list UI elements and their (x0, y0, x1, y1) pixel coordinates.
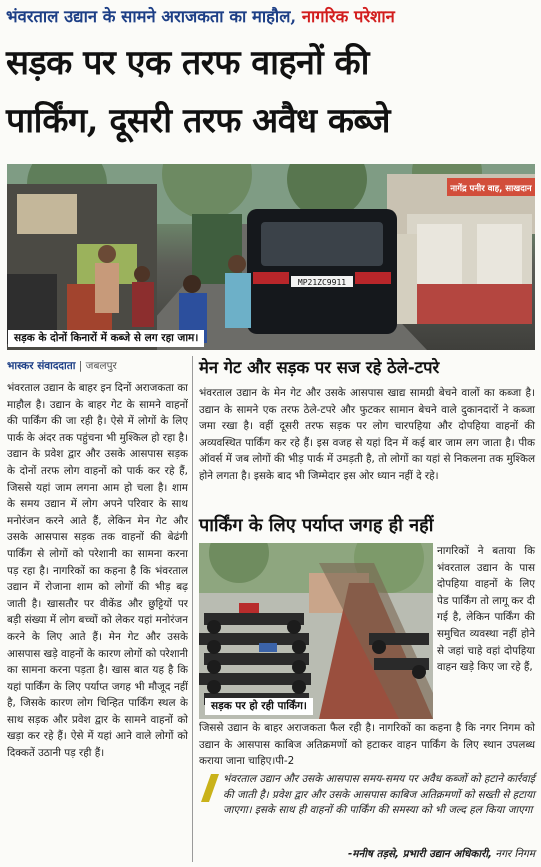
byline: भास्कर संवाददाता | जबलपुर (7, 360, 117, 372)
quote-org: नगर निगम (495, 848, 535, 860)
number-plate: MP21ZC9911 (297, 278, 347, 287)
byline-city: जबलपुर (85, 360, 117, 372)
subheading-parking: पार्किंग के लिए पर्याप्त जगह ही नहीं (199, 515, 434, 536)
parked-bikes-photo (199, 543, 433, 719)
quote-attribution (348, 846, 535, 862)
official-quote (201, 772, 535, 864)
headline-line-2: पार्किंग, दूसरी तरफ अवैध कब्जे (6, 101, 390, 141)
parking-continued-text: जिससे उद्यान के बाहर अराजकता फैल रही है। नागरिकों का कहना है कि नगर निगम को उद्यान के आसपास काबिज अतिक्रमणों को हटाकर वाहन पार्किंग के लिए स्थान उपलब्ध कराया जाना चाहिए।पी-2 (199, 722, 535, 768)
shop-sign-text: नागेंद्र पनीर वाह, साखदान (450, 184, 532, 194)
kicker-text: भंवरताल उद्यान के सामने अराजकता का माहौल, (6, 7, 297, 26)
quote-author: -मनीष तड़से, प्रभारी उद्यान अधिकारी, (347, 848, 492, 860)
quote-mark-icon (201, 774, 219, 802)
headline-line-1: सड़क पर एक तरफ वाहनों की (6, 43, 369, 83)
kicker-highlight: नागरिक परेशान (301, 7, 395, 26)
street-traffic-photo (7, 164, 535, 350)
subheading-stalls: मेन गेट और सड़क पर सज रहे ठेले-टपरे (199, 358, 440, 377)
headline (6, 34, 536, 150)
parking-side-text: नागरिकों ने बताया कि भंवरताल उद्यान के पास दोपहिया वाहनों के लिए पेड पार्किंग तो लागू कर दी गई है, लेकिन पार्किंग की समुचित व्यवस्था नहीं होने से जहां चाहे वहां दोपहिया वाहन खड़े किए जा रहे हैं, (437, 545, 535, 674)
quote-text: भंवरताल उद्यान और उसके आसपास समय-समय पर अवैध कब्जों को हटाने कार्रवाई की जाती है। प्रवेश द्वार और उसके आसपास काबिज अतिक्रमणों को सख्ती से हटाया जाएगा। इसके साथ ही वाहनों की पार्किंग की समस्या को भी जल्द हल किया जाएगा (223, 773, 535, 816)
left-column-body: भंवरताल उद्यान के बाहर इन दिनों अराजकता का माहौल है। उद्यान के बाहर गेट के सामने वाहनों की पार्किंग की जा रही है। ऐसे में लोगों के लिए पार्क के अंदर तक पहुंचना भी मुश्किल हो रहा है। उद्यान के प्रवेश द्वार और उसके आसपास सड़क के दोनों तरफ लोग वाहनों को पार्क कर रहे हैं, जिससे यहां जाम लगना आम हो चला है। शाम के समय उद्यान में लोग अपने परिवार के साथ मनोरंजन करने आते हैं, लेकिन मेन गेट और उसके आसपास सड़क तक वाहनों की बेढंगी पार्किंग से लोगों को परेशानी का सामना करना पड़ रहा है। नागरिकों का कहना है कि भंवरताल उद्यान में रोजाना शाम को लोगों की भीड़ बढ़ जाती है। खासतौर पर वीकेंड और छुट्टियों पर बड़ी संख्या में लोग बच्चों को लेकर यहां मनोरंजन करने के लिए आते हैं। मेन गेट और उसके आसपास खड़े वाहनों के कारण लोगों को परेशानी का सामना करना पड़ता है। खास बात यह है कि यहां पार्किंग के लिए पर्याप्त जगह भी मौजूद नहीं है, जिसके कारण लोग चिन्हित पार्किंग स्थल के साथ सड़क और प्रवेश द्वार के सामने वाहनों को खड़ा कर रहे हैं। ऐसे में यहां आने वाले लोगों को दिक्कतें उठानी पड़ रही हैं। (7, 382, 188, 760)
column-divider (192, 356, 193, 862)
byline-bureau: भास्कर संवाददाता (7, 360, 76, 372)
parking-photo-caption: सड़क पर हो रही पार्किंग। (205, 698, 313, 715)
stalls-body: भंवरताल उद्यान के मेन गेट और उसके आसपास खाद्य सामग्री बेचने वालों का कब्जा है। उद्यान के सामने एक तरफ ठेले-टपरे और फुटकर सामान बेचने वाले दुकानदारों ने कब्जा जमा रखा है। वहीं दूसरी तरफ सड़क पर लोग चारपहिया और दोपहिया वाहनों की अव्यवस्थित पार्किंग कर रहे हैं। इस वजह से यहां दिन में कई बार जाम लग जाता है। पीक ऑवर्स में जब लोगों की भीड़ पार्क में उमड़ती है, तो लोगों का यहां से निकलना तक मुश्किल होने लगता है। इसके बाद भी जिम्मेदार इस ओर ध्यान नहीं दे रहे। (199, 387, 535, 482)
photo-caption: सड़क के दोनों किनारों में कब्जे से लग रहा जाम। (8, 330, 204, 347)
kicker-line (6, 4, 536, 30)
